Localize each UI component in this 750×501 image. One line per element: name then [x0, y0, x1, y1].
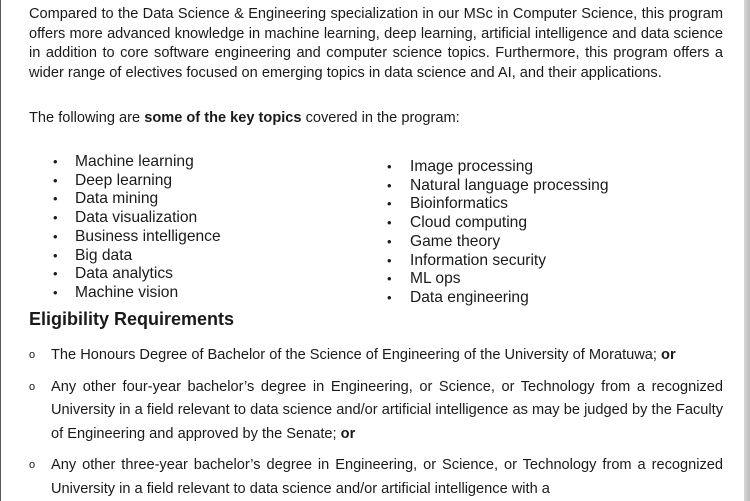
topic-item: • Machine learning [29, 153, 221, 172]
scrollbar-gutter [744, 0, 750, 501]
topic-item: • Image processing [363, 158, 609, 177]
topics-list-column-2 [363, 158, 609, 308]
topic-item: • Business intelligence [29, 228, 221, 247]
intro-paragraph: Compared to the Data Science & Engineering specialization in our MSc in Computer Science, this program offers more advanced knowledge in machine learning, deep learning, artificial intelligence and data science in addition to core software engineering and computer science topics. Furthermore, this program offers a wider range of electives focused on emerging topics in data science and AI, and their applications. [29, 6, 723, 81]
key-topics-intro [29, 109, 723, 129]
circle-bullet-icon: o [29, 459, 36, 471]
requirement-item [29, 454, 723, 501]
key-topics-intro-bold: some of the key topics [144, 110, 302, 126]
requirement-item [29, 344, 723, 368]
topic-item: • Deep learning [29, 172, 221, 191]
circle-bullet-icon: o [29, 380, 36, 393]
topics-list-column-1 [29, 153, 221, 303]
topic-item: • Natural language processing [363, 177, 609, 196]
requirement-item [29, 376, 723, 447]
requirement-connector: or [340, 425, 356, 442]
requirements-list [29, 344, 723, 501]
requirement-connector: or [661, 347, 676, 363]
topic-item: • ML ops [363, 270, 609, 289]
topic-item: • Cloud computing [363, 214, 609, 233]
key-topics-intro-after: covered in the program: [301, 110, 460, 126]
topic-item: • Data engineering [363, 289, 609, 308]
topic-item: • Machine vision [29, 284, 221, 303]
requirement-text: The Honours Degree of Bachelor of the Science of Engineering of the University of Moratuwa; [51, 347, 662, 363]
topic-item: • Data mining [29, 190, 221, 209]
topic-item: • Big data [29, 247, 221, 266]
topic-item: • Game theory [363, 233, 609, 252]
key-topics-intro-before: The following are [29, 110, 145, 126]
topic-item: • Bioinformatics [363, 195, 609, 214]
eligibility-heading: Eligibility Requirements [29, 309, 235, 329]
requirement-text: Any other three-year bachelor’s degree in Engineering, or Science, or Technology from a recognized University in a field relevant to data science and/or artificial intelligence with a [51, 457, 723, 497]
topic-item: • Data analytics [29, 265, 221, 284]
topic-item: • Information security [363, 252, 609, 271]
requirement-text: Any other four-year bachelor’s degree in Engineering, or Science, or Technology from a recognized University in a field relevant to data science and/or artificial intelligence as may be judged by the Faculty of Engineering and approved by the Senate; [51, 378, 723, 442]
topic-item: • Data visualization [29, 209, 221, 228]
circle-bullet-icon: o [29, 349, 36, 361]
